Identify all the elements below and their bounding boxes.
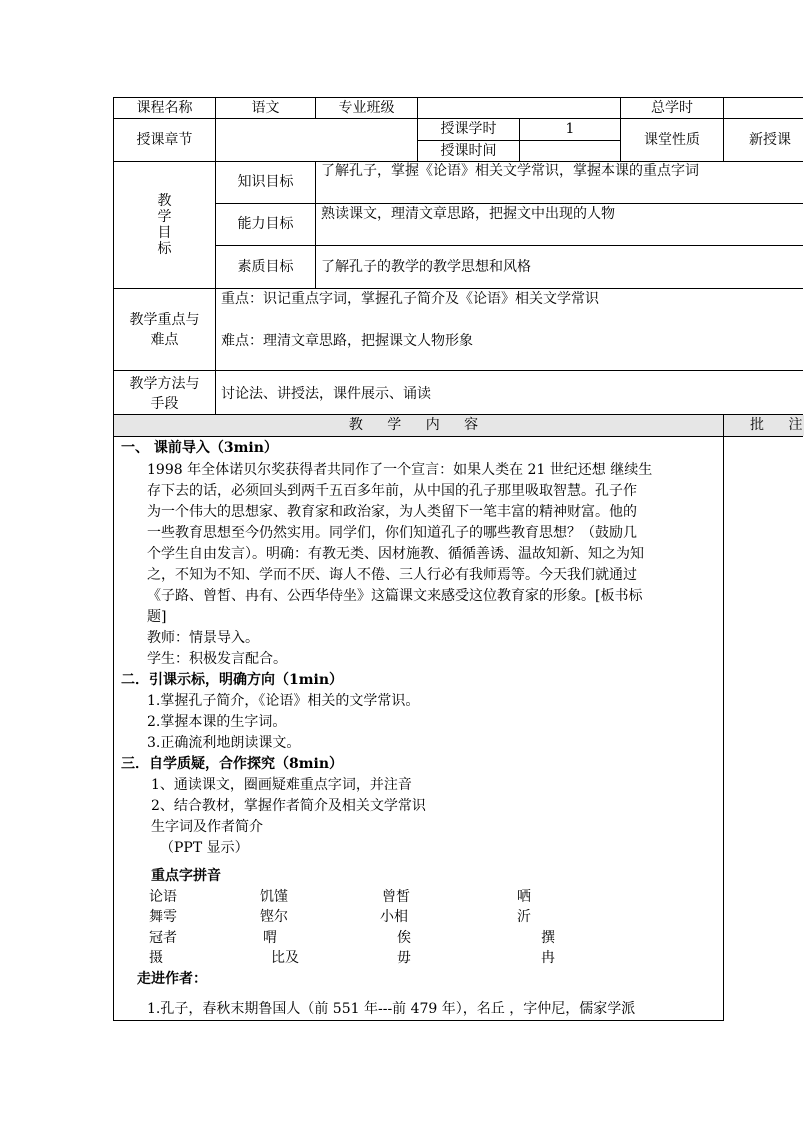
chapter-label: 授课章节	[136, 132, 193, 148]
section-1-line: 题]	[147, 609, 167, 625]
difficulty-text: 难点：理清文章思路，把握课文人物形象	[221, 333, 473, 349]
pinyin-word: 论语	[149, 889, 177, 905]
section-1-line: 之，不知为不知、学而不厌、诲人不倦、三人行必有我师焉等。今天我们就通过	[147, 567, 637, 583]
section-3-sub: 生字词及作者简介	[151, 819, 263, 835]
key-point-text: 重点：识记重点字词，掌握孔子简介及《论语》相关文学常识	[221, 291, 599, 307]
section-2-title: 二．引课示标，明确方向（1min）	[121, 672, 344, 688]
pinyin-word: 小相	[380, 909, 408, 925]
section-3-item: 2、结合教材，掌握作者简介及相关文学常识	[151, 798, 426, 814]
total-hours-label: 总学时	[651, 100, 693, 116]
pinyin-word: 铿尔	[260, 909, 288, 925]
objectives-label-char: 标	[157, 241, 172, 257]
pinyin-word: 哂	[517, 889, 531, 905]
rule	[723, 97, 724, 162]
pinyin-word: 冉	[541, 950, 555, 966]
content-header: 教 学 内 容	[348, 417, 489, 433]
class-label: 专业班级	[338, 100, 395, 116]
section-2-item: 1.掌握孔子简介，《论语》相关的文学常识。	[147, 693, 420, 709]
nature-label: 课堂性质	[644, 132, 700, 148]
key-points-label: 难点	[150, 332, 179, 348]
section-1-line: 《子路、曾皙、冉有、公西华侍坐》这篇课文来感受这位教育家的形象。[板书标	[147, 588, 643, 604]
pinyin-word: 舞雩	[149, 909, 177, 925]
author-title: 走进作者：	[137, 971, 207, 987]
hours-label: 授课学时	[440, 121, 497, 137]
rule	[113, 1020, 723, 1021]
quality-text: 了解孔子的教学的教学思想和风格	[321, 259, 531, 275]
quality-label: 素质目标	[237, 259, 294, 275]
course-name-value: 语文	[251, 100, 280, 116]
section-3-title: 三．自学质疑，合作探究（8min）	[121, 756, 344, 772]
section-1-line: 个学生自由发言）。明确：有教无类、因材施教、循循善诱、温故知新、知之为知	[147, 546, 644, 562]
pinyin-word: 喟	[263, 930, 277, 946]
section-1-student: 学生：积极发言配合。	[147, 651, 287, 667]
pinyin-word: 饥馑	[260, 889, 288, 905]
rule	[215, 288, 216, 415]
pinyin-word: 俟	[397, 930, 411, 946]
section-3-item: 1、通读课文，圈画疑难重点字词，并注音	[151, 777, 412, 793]
rule	[113, 370, 803, 371]
rule	[723, 414, 724, 1021]
section-2-item: 3.正确流利地朗读课文。	[147, 735, 301, 751]
methods-label: 手段	[150, 396, 179, 412]
time-label: 授课时间	[440, 143, 497, 159]
notes-header: 批 注	[750, 417, 812, 433]
knowledge-label: 知识目标	[237, 174, 294, 190]
pinyin-word: 沂	[517, 909, 531, 925]
section-1-line: 一些教育思想至今仍然实用。同学们，你们知道孔子的哪些教育思想？（鼓励几	[147, 525, 637, 541]
pinyin-word: 比及	[271, 950, 299, 966]
pinyin-word: 毋	[397, 950, 411, 966]
section-1-title: 一、 课前导入（3min）	[121, 440, 278, 456]
objectives-label-char: 学	[157, 209, 172, 225]
section-3-ppt: （PPT 显示）	[160, 840, 249, 856]
hours-value: 1	[565, 121, 575, 137]
section-1-line: 为一个伟大的思想家、教育家和政治家，为人类留下一笔丰富的精神财富。他的	[147, 504, 637, 520]
section-1-line: 1998 年全体诺贝尔奖获得者共同作了一个宣言：如果人类在 21 世纪还想 继续生	[147, 462, 653, 478]
rule	[215, 118, 216, 162]
section-1-teacher: 教师：情景导入。	[147, 630, 259, 646]
pinyin-word: 曾皙	[382, 889, 410, 905]
ability-label: 能力目标	[237, 216, 294, 232]
methods-text: 讨论法、讲授法，课件展示、诵读	[221, 386, 431, 402]
course-name-label: 课程名称	[136, 100, 193, 116]
pinyin-word: 冠者	[149, 930, 177, 946]
methods-label: 教学方法与	[129, 376, 200, 392]
rule	[315, 161, 316, 289]
author-line: 1.孔子，春秋末期鲁国人（前 551 年---前 479 年），名丘 ，字仲尼，儒家学派	[147, 1001, 636, 1017]
objectives-label-char: 目	[157, 225, 172, 241]
rule	[215, 245, 803, 246]
key-points-label: 教学重点与	[129, 312, 200, 328]
section-2-item: 2.掌握本课的生字词。	[147, 714, 287, 730]
pinyin-word: 撰	[541, 930, 555, 946]
rule	[113, 436, 803, 437]
section-1-line: 存下去的话，必须回头到两千五百多年前，从中国的孔子那里吸取智慧。孔子作	[147, 483, 637, 499]
ability-text: 熟读课文，理清文章思路，把握文中出现的人物	[321, 206, 615, 222]
knowledge-text: 了解孔子，掌握《论语》相关文学常识，掌握本课的重点字词	[321, 163, 699, 179]
objectives-label-char: 教	[157, 193, 172, 209]
pinyin-title: 重点字拼音	[151, 868, 221, 884]
nature-value: 新授课	[749, 132, 791, 148]
pinyin-word: 摄	[149, 950, 163, 966]
